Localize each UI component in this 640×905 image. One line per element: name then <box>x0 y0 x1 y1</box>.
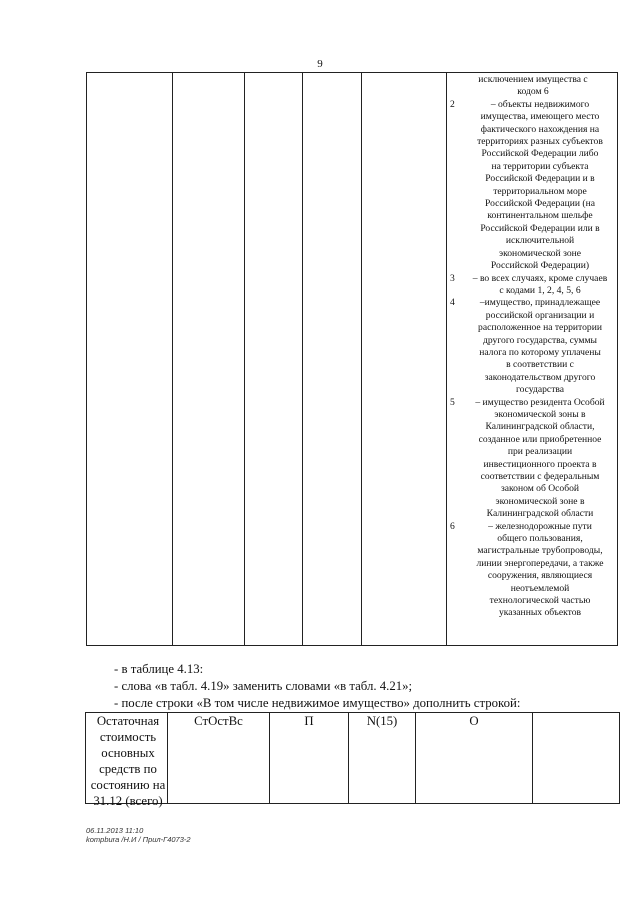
row-name-line: 31.12 (всего) <box>93 794 163 808</box>
code-item <box>450 273 616 298</box>
continuation-table <box>86 72 618 646</box>
row-code-cell: СтОстВс <box>194 714 243 728</box>
code-text-line: экономической зоне в <box>495 495 585 507</box>
code-text-line: российской организации и <box>485 309 595 321</box>
column-divider <box>302 72 303 646</box>
code-text-line: при реализации <box>507 446 573 458</box>
code-number: 2 <box>450 98 455 110</box>
code-text-line: неотъемлемой <box>510 582 570 594</box>
code-number: 4 <box>450 297 455 309</box>
row-col5-cell: О <box>469 714 479 728</box>
column-divider <box>172 72 173 646</box>
code-text-line: государства <box>515 384 565 396</box>
column-divider <box>86 72 87 646</box>
column-divider <box>361 72 362 646</box>
code-text-line: Российской Федерации (на <box>485 198 595 210</box>
code-text-line: в соответствии с <box>506 359 574 371</box>
code-number: 5 <box>450 396 455 408</box>
row-name-line: основных <box>101 746 155 760</box>
code-text-line: сооружения, являющиеся <box>487 570 593 582</box>
instruction-line: - слова «в табл. 4.19» заменить словами «в табл. 4.21»; <box>114 679 413 693</box>
codes-description <box>450 74 616 620</box>
code-text-line: – объекты недвижимого <box>490 98 590 110</box>
code-text-line: экономической зоне <box>498 247 582 259</box>
code-text-line: фактического нахождения на <box>480 123 600 135</box>
footer-timestamp: 06.11.2013 11:10 <box>86 826 144 835</box>
code-text-line: – имущество резидента Особой <box>475 396 605 408</box>
new-row-table <box>85 712 620 808</box>
code-text-line: с кодами 1, 2, 4, 5, 6 <box>499 284 581 296</box>
column-divider <box>617 72 618 646</box>
code-text-line: экономической зоны в <box>494 408 586 420</box>
column-divider <box>244 72 245 646</box>
row-name-line: стоимость <box>99 730 157 744</box>
code-text-line: созданное или приобретенное <box>478 433 602 445</box>
code-text-line: Калининградской области, <box>485 421 595 433</box>
code-item <box>450 99 616 273</box>
instruction-line: - после строки «В том числе недвижимое имущество» дополнить строкой: <box>114 696 521 710</box>
code-number: 6 <box>450 520 455 532</box>
code-text-line: Российской Федерации либо <box>481 148 599 160</box>
code-text-line: исключительной <box>505 235 575 247</box>
code-text-line: Российской Федерации) <box>490 260 590 272</box>
table-bottom-border <box>86 645 618 646</box>
table-top-border <box>86 72 618 73</box>
code-text-line: территориальном море <box>493 185 587 197</box>
row-name-line: Остаточная <box>96 714 160 728</box>
intro-line: кодом 6 <box>517 86 549 98</box>
column-divider <box>446 72 447 646</box>
code-item <box>450 297 616 396</box>
column-divider <box>532 713 533 803</box>
instruction-line: - в таблице 4.13: <box>114 662 204 676</box>
intro-line: исключением имущества с <box>478 74 588 85</box>
code-number: 3 <box>450 272 455 284</box>
code-text-line: инвестиционного проекта в <box>483 458 597 470</box>
code-text-line: Российской Федерации и в <box>485 173 595 185</box>
code-item <box>450 521 616 620</box>
code-text-line: законодательством другого <box>484 371 596 383</box>
footer-file-ref: kompbura /Н.И / Прил-Г4073-2 <box>86 835 191 844</box>
code-text-line: технологической частью <box>489 595 591 607</box>
code-item <box>450 397 616 521</box>
code-text-line: линии энергопередачи, а также <box>476 557 604 569</box>
code-text-line: Российской Федерации или в <box>480 222 600 234</box>
document-footer <box>86 826 191 844</box>
row-col3-cell: П <box>304 714 314 728</box>
code-text-line: Калининградской области <box>486 508 594 520</box>
code-text-line: территориях разных субъектов <box>477 136 603 148</box>
code-text-line: соответствии с федеральным <box>480 471 600 482</box>
row-name-line: состоянию на <box>90 778 166 792</box>
code-text-line: налога по которому уплачены <box>479 346 601 358</box>
code-text-line: общего пользования, <box>497 533 583 545</box>
code-text-line: на территории субъекта <box>491 160 589 172</box>
code-text-line: – железнодорожные пути <box>488 520 592 532</box>
row-col4-cell: N(15) <box>366 714 398 728</box>
code-text-line: – во всех случаях, кроме случаев <box>472 272 608 284</box>
row-name-cell <box>90 713 166 809</box>
row-name-line: средств по <box>99 762 157 776</box>
code-text-line: магистральные трубопроводы, <box>477 545 603 557</box>
code-text-line: другого государства, суммы <box>482 334 598 346</box>
code-text-line: законом об Особой <box>500 483 580 495</box>
code-text-line: указанных объектов <box>498 607 582 619</box>
code-text-line: имущества, имеющего место <box>480 111 600 123</box>
code-text-line: –имущество, принадлежащее <box>479 297 601 309</box>
amendment-instructions <box>114 661 520 712</box>
code-text-line: расположенное на территории <box>478 322 602 334</box>
page-number: 9 <box>317 58 323 70</box>
code-text-line: континентальном шельфе <box>487 210 593 222</box>
